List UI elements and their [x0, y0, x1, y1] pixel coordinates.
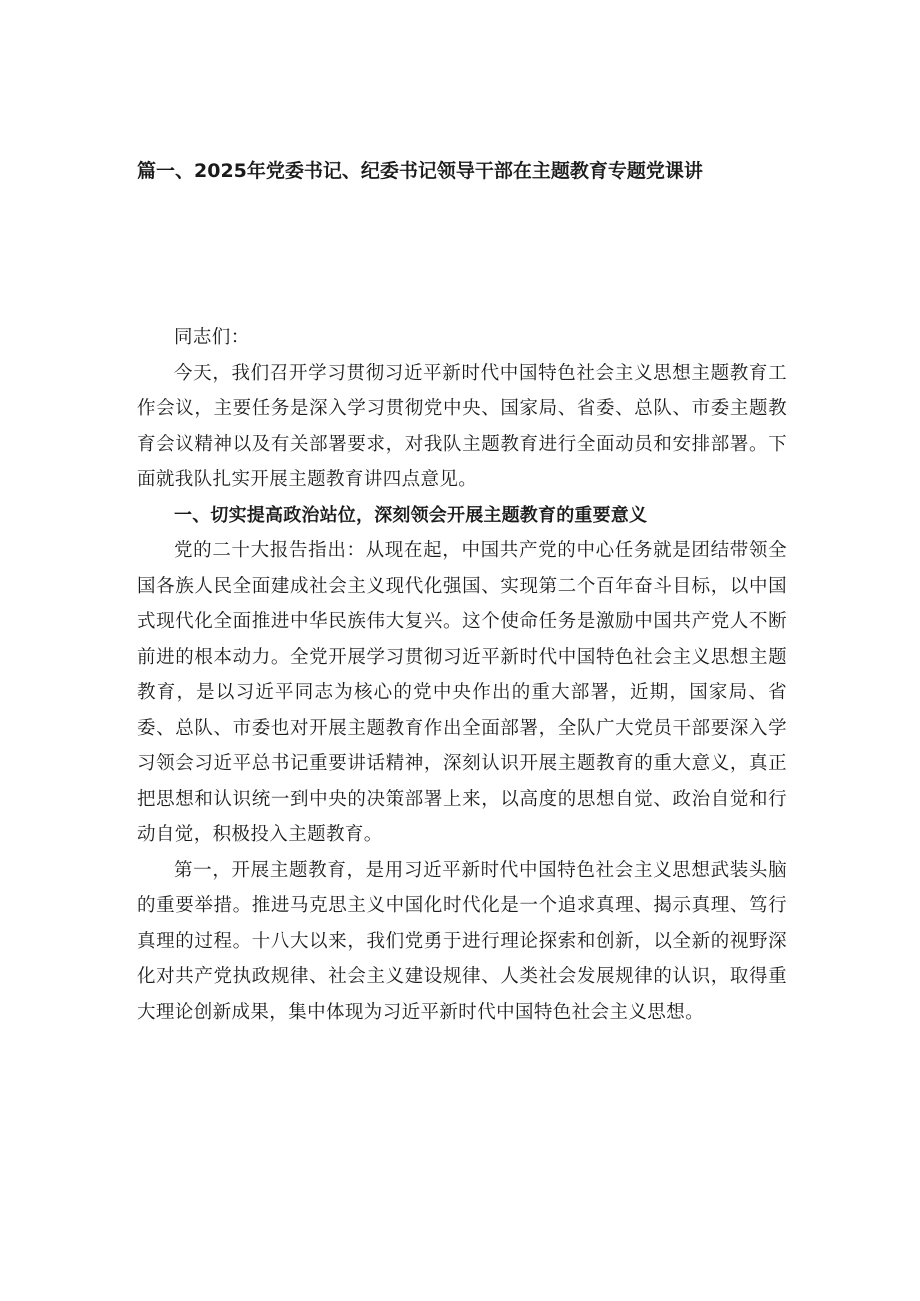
paragraph-first-point: 第一，开展主题教育，是用习近平新时代中国特色社会主义思想武装头脑的重要举措。推进马克思主义中国化时代化是一个追求真理、揭示真理、笃行真理的过程。十八大以来，我们党勇于进行理论探索和创新，以全新的视野深化对共产党执政规律、社会主义建设规律、人类社会发展规律的认识，取得重大理论创新成果，集中体现为习近平新时代中国特色社会主义思想。	[137, 859, 787, 1023]
paragraph-report: 党的二十大报告指出：从现在起，中国共产党的中心任务就是团结带领全国各族人民全面建成社会主义现代化强国、实现第二个百年奋斗目标，以中国式现代化全面推进中华民族伟大复兴。这个使命任务是激励中国共产党人不断前进的根本动力。全党开展学习贯彻习近平新时代中国特色社会主义思想主题教育，是以习近平同志为核心的党中央作出的重大部署，近期，国家局、省委、总队、市委也对开展主题教育作出全面部署，全队广大党员干部要深入学习领会习近平总书记重要讲话精神，深刻认识开展主题教育的重大意义，真正把思想和认识统一到中央的决策部署上来，以高度的思想自觉、政治自觉和行动自觉，积极投入主题教育。	[137, 540, 787, 845]
document-title: 篇一、2025年党委书记、纪委书记领导干部在主题教育专题党课讲	[137, 160, 703, 182]
document-body	[137, 320, 787, 1030]
section-heading-1: 一、切实提高政治站位，深刻领会开展主题教育的重要意义	[174, 504, 648, 526]
paragraph-intro: 今天，我们召开学习贯彻习近平新时代中国特色社会主义思想主题教育工作会议，主要任务是深入学习贯彻党中央、国家局、省委、总队、市委主题教育会议精神以及有关部署要求，对我队主题教育进行全面动员和安排部署。下面就我队扎实开展主题教育讲四点意见。	[137, 362, 787, 490]
greeting: 同志们：	[174, 327, 250, 348]
